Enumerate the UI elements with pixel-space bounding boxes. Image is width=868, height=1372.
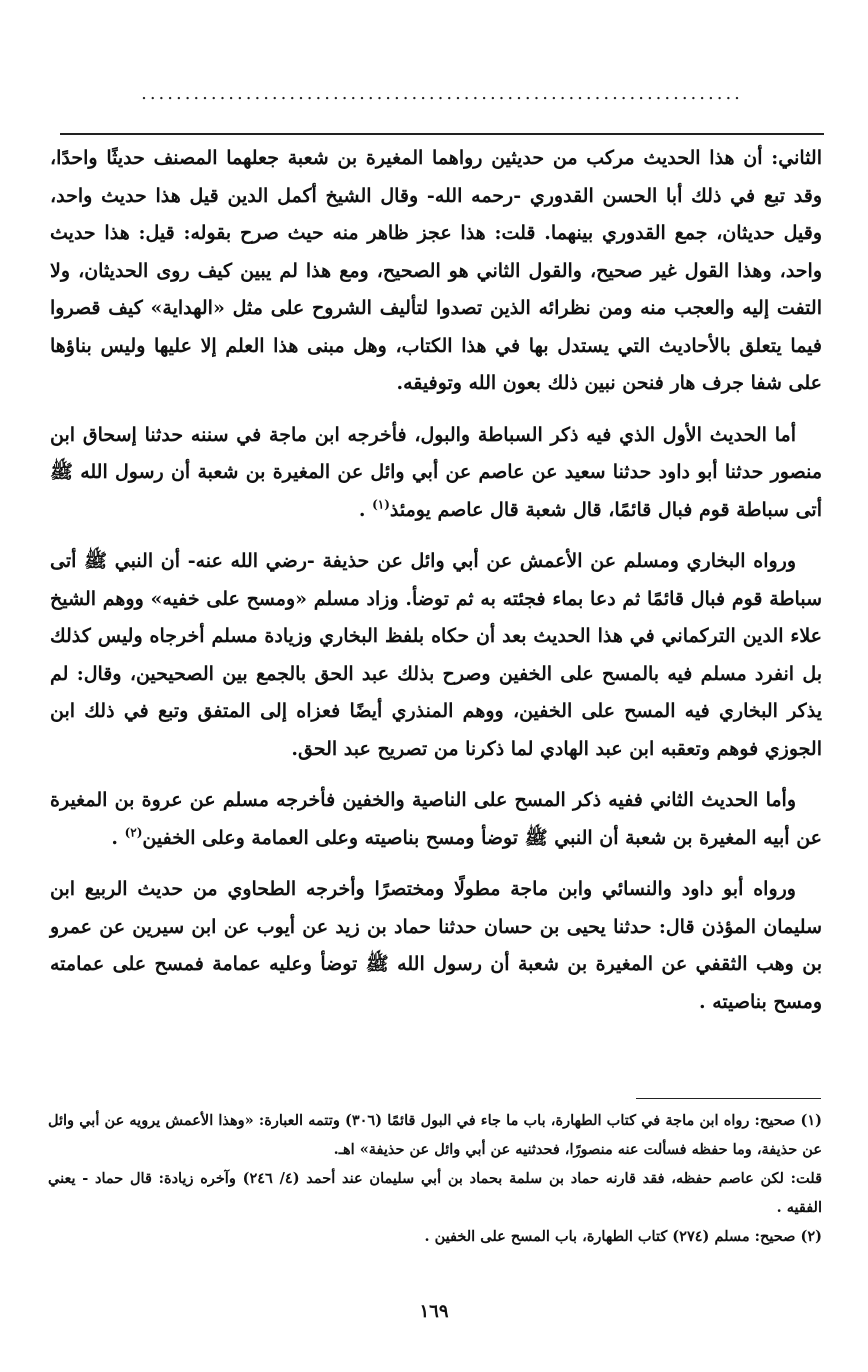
footnote-1: (١) صحيح: رواه ابن ماجة في كتاب الطهارة، باب ما جاء في البول قائمًا (٣٠٦) وتتمه العبارة: «وهذا الأعمش يرويه عن أبي وائل عن حذيفة، وما حفظه فسألت عنه منصورًا، فحدثنيه عن أبي وائل عن حذيفة» اهـ. [48, 1112, 822, 1158]
page-number: ١٦٩ [419, 1301, 449, 1322]
paragraph-5-text: ورواه أبو داود والنسائي وابن ماجة مطولًا ومختصرًا وأخرجه الطحاوي من حديث الربيع ابن سليمان المؤذن قال: حدثنا يحيى بن حسان حدثنا حماد بن زيد عن أيوب عن ابن سيرين عن عمرو بن وهب الثقفي عن المغيرة بن شعبة أن رسول الله ﷺ توضأ وعليه عمامة فمسح على عمامته ومسح بناصيته . [50, 878, 822, 1013]
paragraph-2-text: أما الحديث الأول الذي فيه ذكر السباطة والبول، فأخرجه ابن ماجة في سننه حدثنا إسحاق ابن منصور حدثنا أبو داود حدثنا سعيد عن عاصم عن أبي وائل عن المغيرة بن شعبة أن رسول الله ﷺ أتى سباطة قوم فبال قائمًا، قال شعبة قال عاصم يومئذ [50, 423, 822, 521]
top-rule [60, 133, 824, 135]
paragraph-2-tail: . [358, 498, 373, 521]
dotted-separator: ..................................................................... [141, 84, 743, 104]
paragraph-4 [50, 782, 822, 857]
paragraph-3 [50, 543, 822, 768]
paragraph-2 [50, 417, 822, 530]
paragraph-4-text: وأما الحديث الثاني ففيه ذكر المسح على الناصية والخفين فأخرجه مسلم عن عروة بن المغيرة عن أبيه المغيرة بن شعبة أن النبي ﷺ توضأ ومسح بناصيته وعلى العمامة وعلى الخفين [50, 789, 822, 849]
paragraph-4-tail: . [111, 826, 125, 849]
paragraph-5 [50, 871, 822, 1021]
footnote-rule [636, 1098, 821, 1099]
footnote-2: (٢) صحيح: مسلم (٢٧٤) كتاب الطهارة، باب المسح على الخفين . [424, 1228, 822, 1245]
footnote-ref-1[interactable]: (١) [372, 497, 390, 512]
footnote-1-comment: قلت: لكن عاصم حفظه، فقد قارنه حماد بن سلمة بحماد بن أبي سليمان عند أحمد (٤/ ٢٤٦) وآخره زيادة: قال حماد - يعني الفقيه . [48, 1170, 823, 1216]
paragraph-3-text: ورواه البخاري ومسلم عن الأعمش عن أبي وائل عن حذيفة -رضي الله عنه- أن النبي ﷺ أتى سباطة قوم فبال قائمًا ثم دعا بماء فجئته به ثم توضأ. وزاد مسلم «ومسح على خفيه» ووهم الشيخ علاء الدين التركماني في هذا الحديث بعد أن حكاه بلفظ البخاري وزيادة مسلم أخرجاه وليس كذلك بل انفرد مسلم فيه بالمسح على الخفين وصرح بذلك عبد الحق بالجمع بين الصحيحين، وقال: لم يذكر البخاري فيه المسح على الخفين، ووهم المنذري أيضًا فعزاه إلى المتفق وتبع في ذلك ابن الجوزي فوهم وتعقبه ابن عبد الهادي لما ذكرنا من تصريح عبد الحق. [50, 550, 822, 760]
footnotes [48, 1106, 822, 1251]
main-text [50, 140, 822, 1035]
footnote-ref-2[interactable]: (٢) [124, 825, 143, 840]
paragraph-1-text: الثاني: أن هذا الحديث مركب من حديثين رواهما المغيرة بن شعبة جعلهما المصنف حديثًا واحدًا، وقد تبع في ذلك أبا الحسن القدوري -رحمه الله- وقال الشيخ أكمل الدين قيل هذا حديث واحد، وقيل حديثان، جمع القدوري بينهما. قلت: هذا عجز ظاهر منه حيث صرح بقوله: قيل: هذا حديث واحد، وهذا القول غير صحيح، والقول الثاني هو الصحيح، ومع هذا لم يبين كيف روى الحديثان، ولا التفت إليه والعجب منه ومن نظرائه الذين تصدوا لتأليف الشروح على مثل «الهداية» كيف قصروا فيما يتعلق بالأحاديث التي يستدل بها في هذا الكتاب، وهل مبنى هذا العلم إلا عليها وليس بناؤها على شفا جرف هار فنحن نبين ذلك بعون الله وتوفيقه. [50, 147, 822, 394]
paragraph-1 [50, 140, 822, 403]
